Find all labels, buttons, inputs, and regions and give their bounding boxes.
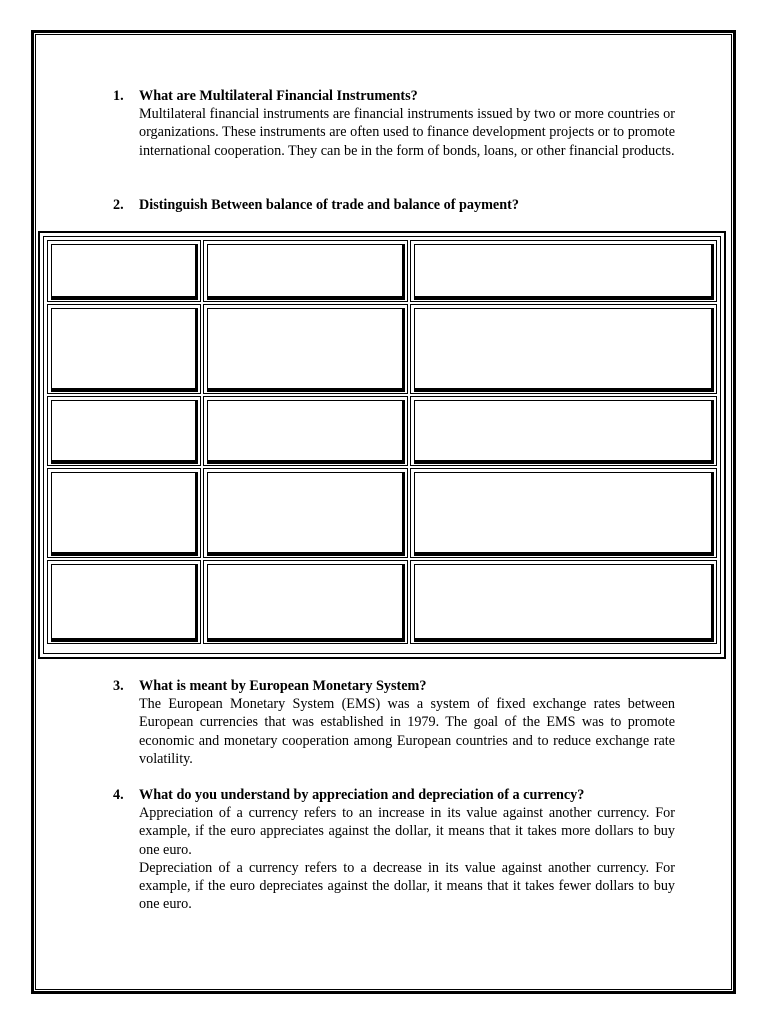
answer-paragraph: Depreciation of a currency refers to a decrease in its value against another currency. For example, if the euro depreciates against the dollar, it means that it takes fewer dollars to buy one euro. bbox=[139, 859, 675, 913]
question-block-4 bbox=[113, 786, 675, 913]
question-number: 3. bbox=[113, 678, 124, 694]
question-text: What do you understand by appreciation and depreciation of a currency? bbox=[139, 787, 585, 803]
answer-paragraph: Appreciation of a currency refers to an increase in its value against another currency. For example, if the euro appreciates against the dollar, it means that it takes more dollars to buy one euro. bbox=[139, 805, 675, 858]
table-cell bbox=[410, 468, 717, 558]
table-cell bbox=[410, 396, 717, 466]
table-cell bbox=[410, 304, 717, 394]
comparison-table-grid bbox=[43, 236, 721, 654]
question-number: 1. bbox=[113, 88, 124, 104]
table-cell bbox=[47, 396, 201, 466]
table-cell bbox=[410, 560, 717, 644]
question-heading bbox=[113, 786, 675, 804]
question-heading bbox=[113, 196, 675, 214]
answer-paragraph: Multilateral financial instruments are financial instruments issued by two or more countries or organizations. These instruments are often used to finance development projects or to promote international cooperation. They can be in the form of bonds, loans, or other financial products. bbox=[139, 106, 675, 159]
answer-paragraph: The European Monetary System (EMS) was a system of fixed exchange rates between European currencies that was established in 1979. The goal of the EMS was to promote economic and monetary cooperation among European countries and to reduce exchange rate volatility. bbox=[139, 696, 675, 767]
table-cell bbox=[203, 560, 408, 644]
comparison-table bbox=[38, 231, 726, 659]
question-heading bbox=[113, 87, 675, 105]
question-heading bbox=[113, 677, 675, 695]
question-block-3 bbox=[113, 677, 675, 768]
question-number: 4. bbox=[113, 787, 124, 803]
table-cell bbox=[410, 240, 717, 302]
answer bbox=[139, 105, 675, 160]
question-text: What are Multilateral Financial Instruments? bbox=[139, 88, 418, 104]
question-text: What is meant by European Monetary System? bbox=[139, 678, 427, 694]
question-text: Distinguish Between balance of trade and balance of payment? bbox=[139, 197, 519, 213]
table-cell bbox=[47, 304, 201, 394]
question-number: 2. bbox=[113, 197, 124, 213]
table-cell bbox=[203, 240, 408, 302]
table-cell bbox=[47, 468, 201, 558]
table-cell bbox=[203, 468, 408, 558]
table-cell bbox=[47, 240, 201, 302]
answer bbox=[139, 804, 675, 913]
table-cell bbox=[203, 304, 408, 394]
answer bbox=[139, 695, 675, 768]
table-cell bbox=[47, 560, 201, 644]
question-block-1 bbox=[113, 87, 675, 160]
question-block-2 bbox=[113, 196, 675, 214]
table-cell bbox=[203, 396, 408, 466]
